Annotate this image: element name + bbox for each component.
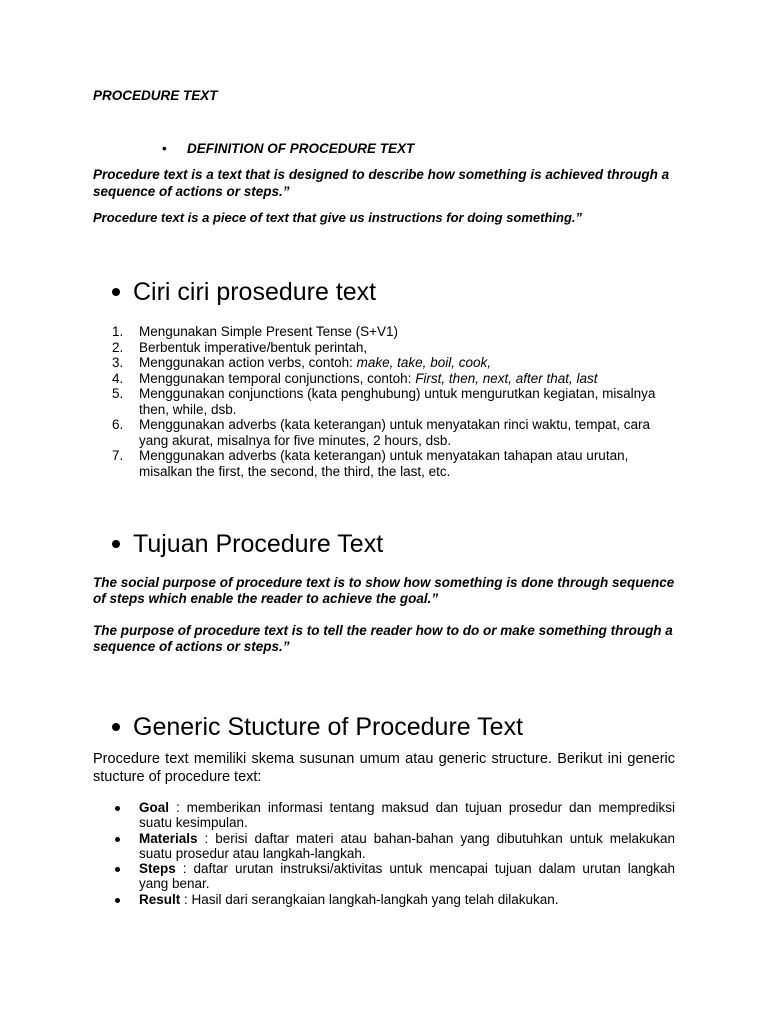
section-heading-text: Generic Stucture of Procedure Text bbox=[133, 713, 524, 741]
definition-bullet: • bbox=[162, 141, 167, 156]
list-item: 2. Berbentuk imperative/bentuk perintah, bbox=[112, 339, 368, 355]
list-item: 4. Menggunakan temporal conjunctions, contoh: First, then, next, after that, last bbox=[112, 370, 598, 386]
document-title: PROCEDURE TEXT bbox=[93, 88, 218, 103]
generic-structure-list bbox=[112, 800, 675, 907]
tujuan-paragraph-1: The social purpose of procedure text is to show how something is done through sequence of steps which enable the reader to achieve the goal.” bbox=[93, 575, 675, 606]
tujuan-paragraph-2: The purpose of procedure text is to tell the reader how to do or make something through a sequence of actions or steps.” bbox=[93, 623, 673, 654]
list-item: Materials : berisi daftar materi atau bahan-bahan yang dibutuhkan untuk melakukan suatu prosedur atau langkah-langkah. bbox=[112, 831, 675, 862]
generic-intro: Procedure text memiliki skema susunan umum atau generic structure. Berikut ini generic stucture of procedure text: bbox=[93, 751, 675, 785]
list-item: 3. Menggunakan action verbs, contoh: make, take, boil, cook, bbox=[112, 355, 491, 370]
section-generic-heading bbox=[112, 712, 523, 742]
bullet-icon bbox=[112, 288, 120, 296]
definition-text-2: Procedure text is a piece of text that give us instructions for doing something.” bbox=[93, 210, 583, 225]
definition-text-1: Procedure text is a text that is designed to describe how something is achieved through a sequence of actions or steps.” bbox=[93, 167, 670, 199]
list-item: 6. Menggunakan adverbs (kata keterangan) untuk menyatakan rinci waktu, tempat, cara yang akurat, misalnya for five minutes, 2 hours, dsb. bbox=[112, 417, 651, 448]
bullet-icon bbox=[112, 540, 120, 548]
section-heading-text: Ciri ciri prosedure text bbox=[133, 278, 377, 306]
list-item: Goal : memberikan informasi tentang maksud dan tujuan prosedur dan memprediksi suatu kesimpulan. bbox=[112, 800, 675, 831]
bullet-icon bbox=[112, 800, 139, 831]
section-heading-text: Tujuan Procedure Text bbox=[133, 530, 384, 558]
list-item: 1. Mengunakan Simple Present Tense (S+V1) bbox=[112, 324, 399, 339]
list-item: Steps : daftar urutan instruksi/aktivitas untuk mencapai tujuan dalam urutan langkah yang benar. bbox=[112, 861, 675, 892]
bullet-icon bbox=[112, 723, 120, 731]
list-item: 5. Menggunakan conjunctions (kata penghubung) untuk mengurutkan kegiatan, misalnya then, while, dsb. bbox=[112, 386, 656, 417]
bullet-icon bbox=[112, 831, 139, 862]
bullet-icon bbox=[112, 892, 139, 907]
list-item: 7. Menggunakan adverbs (kata keterangan) untuk menyatakan tahapan atau urutan, misalkan the first, the second, the third, the last, etc. bbox=[112, 448, 629, 479]
ciri-list bbox=[112, 324, 682, 479]
section-tujuan-heading bbox=[112, 529, 383, 559]
bullet-icon bbox=[112, 861, 139, 892]
section-ciri-heading bbox=[112, 277, 376, 307]
definition-heading: DEFINITION OF PROCEDURE TEXT bbox=[187, 141, 415, 156]
list-item: Result : Hasil dari serangkaian langkah-langkah yang telah dilakukan. bbox=[112, 892, 675, 907]
